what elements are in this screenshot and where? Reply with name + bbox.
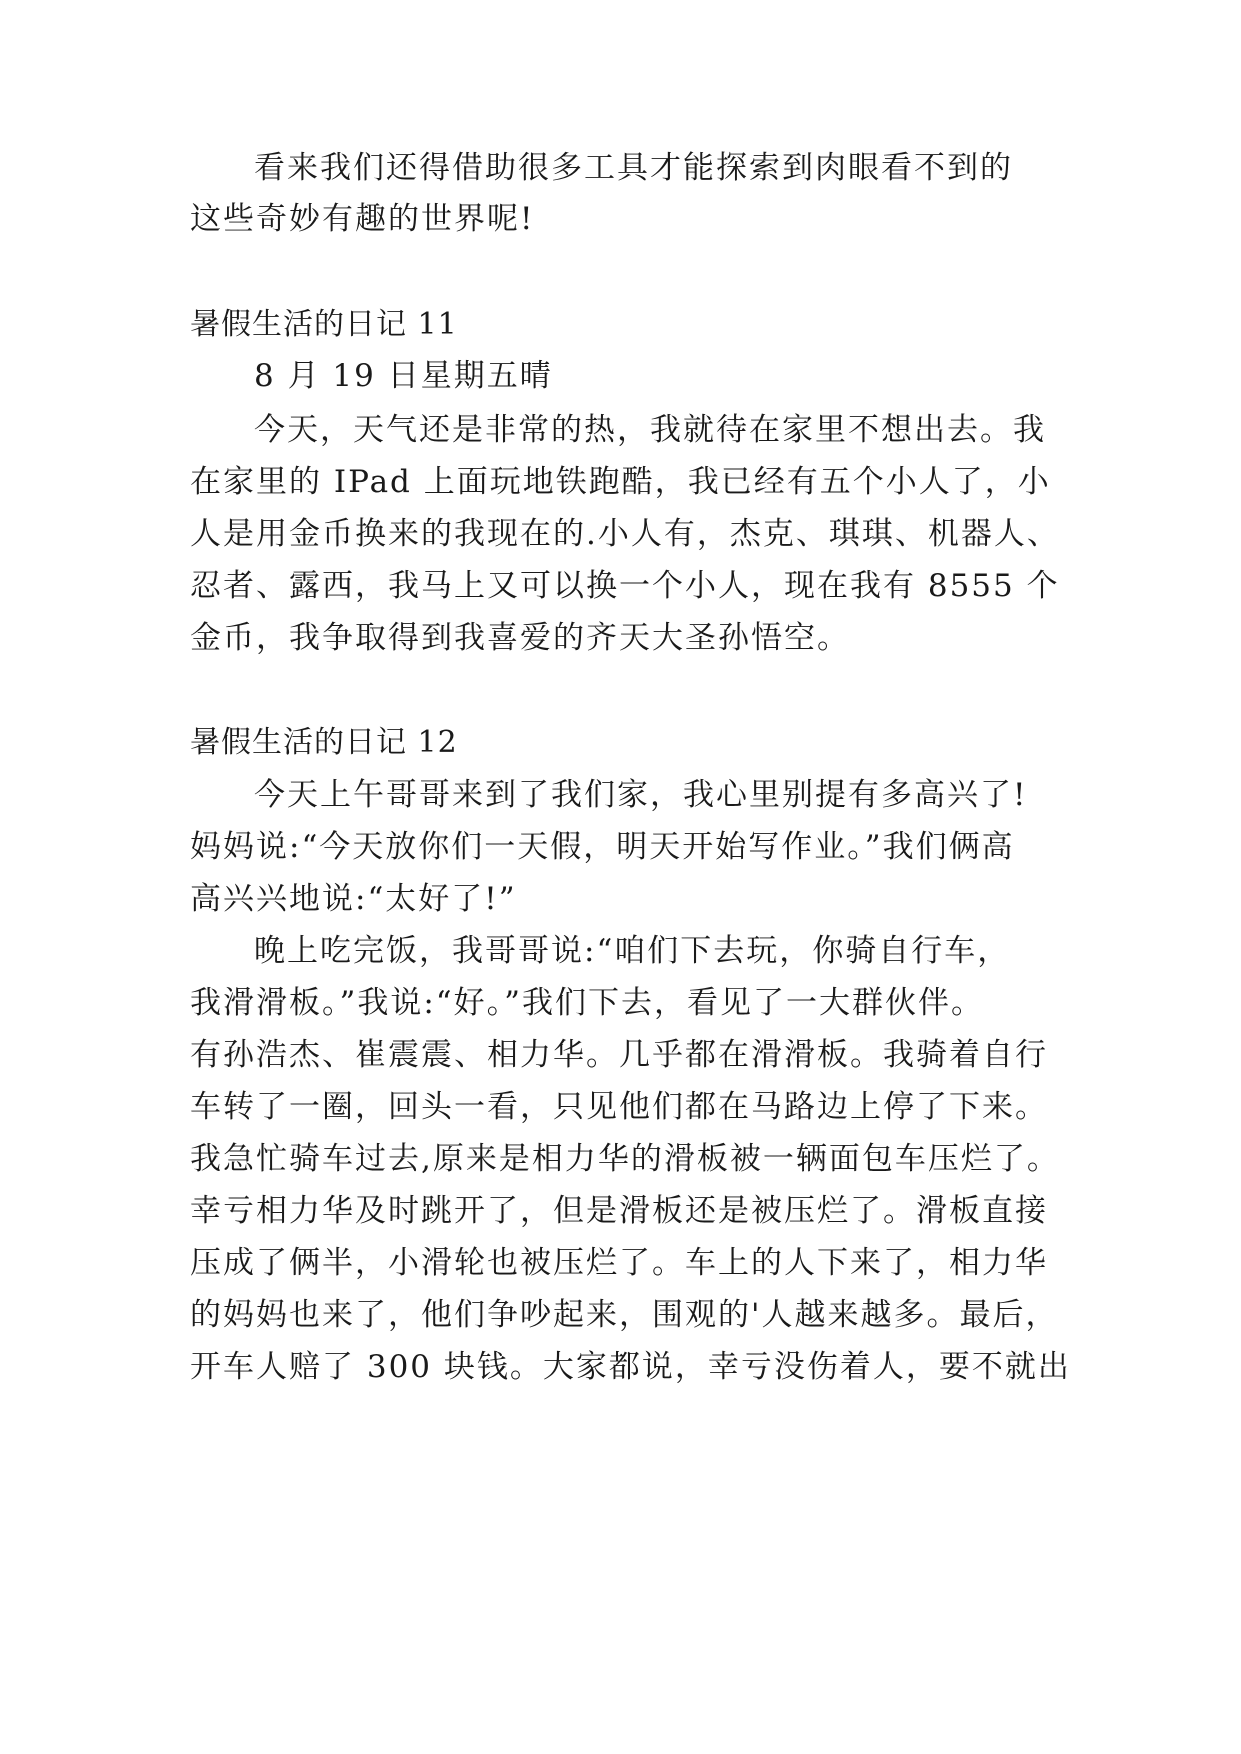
- diary-12-line-8: 我急忙骑车过去,原来是相力华的滑板被一辆面包车压烂了。: [190, 1141, 1060, 1177]
- intro-line-1: 看来我们还得借助很多工具才能探索到肉眼看不到的: [254, 150, 1013, 186]
- diary-12-line-4: 晚上吃完饭，我哥哥说:“咱们下去玩，你骑自行车，: [254, 933, 1011, 969]
- diary-12-line-1: 今天上午哥哥来到了我们家，我心里别提有多高兴了!: [254, 777, 1028, 813]
- diary-12-line-2: 妈妈说:“今天放你们一天假，明天开始写作业。”我们俩高: [190, 829, 1015, 865]
- intro-line-2: 这些奇妙有趣的世界呢!: [190, 201, 535, 237]
- diary-12-title: 暑假生活的日记 12: [190, 725, 458, 760]
- diary-11-line-5: 金币，我争取得到我喜爱的齐天大圣孙悟空。: [190, 620, 850, 656]
- diary-11-date: 8 月 19 日星期五晴: [254, 358, 553, 394]
- diary-12-line-9: 幸亏相力华及时跳开了，但是滑板还是被压烂了。滑板直接: [190, 1193, 1048, 1229]
- diary-11-line-2: 在家里的 IPad 上面玩地铁跑酷，我已经有五个小人了，小: [190, 464, 1051, 500]
- diary-12-line-3: 高兴兴地说:“太好了!”: [190, 881, 517, 917]
- diary-12-line-10: 压成了俩半，小滑轮也被压烂了。车上的人下来了，相力华: [190, 1245, 1048, 1281]
- diary-12-line-6: 有孙浩杰、崔震震、相力华。几乎都在滑滑板。我骑着自行: [190, 1037, 1048, 1073]
- diary-12-line-5: 我滑滑板。”我说:“好。”我们下去，看见了一大群伙伴。: [190, 985, 984, 1021]
- diary-11-line-3: 人是用金币换来的我现在的.小人有，杰克、琪琪、机器人、: [190, 516, 1060, 552]
- diary-12-line-7: 车转了一圈，回头一看，只见他们都在马路边上停了下来。: [190, 1089, 1048, 1125]
- diary-11-title: 暑假生活的日记 11: [190, 307, 458, 342]
- diary-11-line-4: 忍者、露西，我马上又可以换一个小人，现在我有 8555 个: [190, 568, 1060, 604]
- diary-11-line-1: 今天，天气还是非常的热，我就待在家里不想出去。我: [254, 412, 1046, 448]
- diary-12-line-11: 的妈妈也来了，他们争吵起来，围观的'人越来越多。最后，: [190, 1297, 1059, 1333]
- diary-12-line-12: 开车人赔了 300 块钱。大家都说，幸亏没伤着人，要不就出: [190, 1349, 1071, 1385]
